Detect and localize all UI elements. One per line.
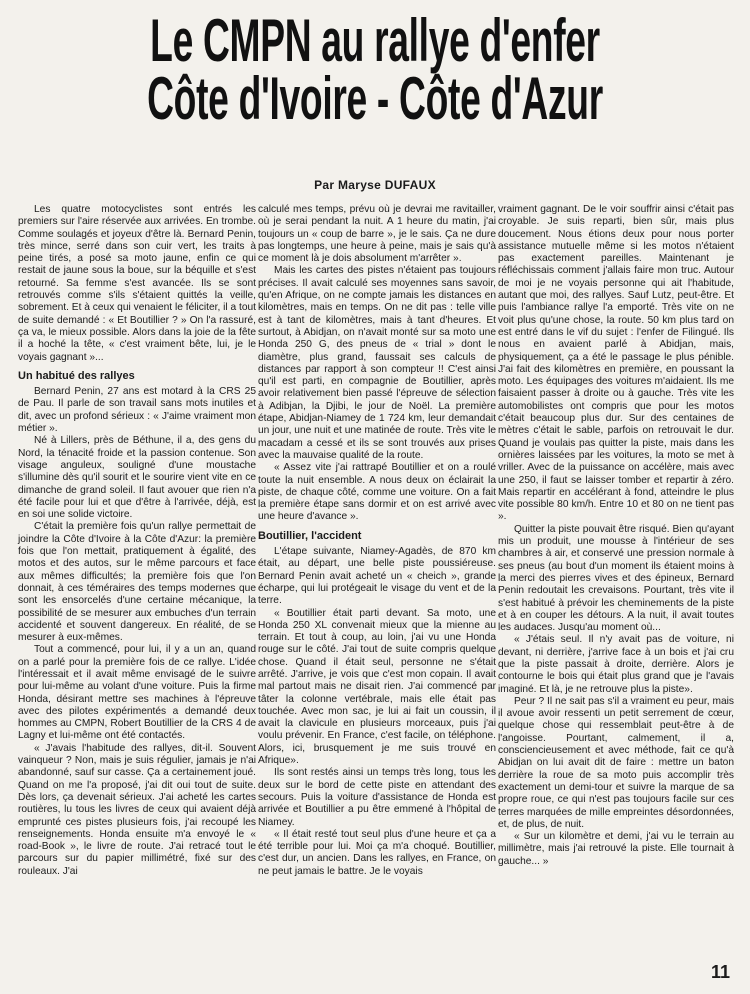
- paragraph: Les quatre motocyclistes sont entrés les premiers sur l'aire réservée aux arrivées. En trombe. Comme soulagés et joyeux d'être là. Bernard Penin, très mince, serré dans son cuir vert, les traits à peine tirés, a posé sa moto jaune, enfin ce qui restait de jaune sous la boue, sur la béquille et s'est retourné. Sa femme s'est avancée. Ils se sont retrouvés comme s'ils s'étaient quittés la veille, sobrement. Et à ceux qui venaient le féliciter, il a tout de suite demandé : « Et Boutillier ? » On l'a rassuré, ça va, le mieux possible. Alors dans la joie de la fête il a hoché la tête, « c'est vraiment bête, lui, je le voyais gagnant »...: [18, 204, 256, 363]
- paragraph: Né à Lillers, près de Béthune, il a, des gens du Nord, la ténacité froide et la passion contenue. Son visage anguleux, souligné d'une moustache s'illumine dès qu'il sourit et le sourire vient vite en ce dimanche de grand soleil. Il faut avouer que rien n'a été facile pour lui et que d'être à l'arrivée, déjà, est en soi une solide victoire.: [18, 435, 256, 521]
- column-1: [18, 204, 256, 878]
- headline-line-1: Le CMPN au rallye d'enfer: [150, 7, 600, 74]
- headline-line-2: Côte d'Ivoire - Côte d'Azur: [147, 65, 603, 132]
- paragraph: « Boutillier était parti devant. Sa moto, une Honda 250 XL convenait mieux que la mienne au terrain. Et tout à coup, au loin, j'ai vu une Honda rouge sur le côté. J'ai tout de suite compris quelque chose. Quand il était seul, personne ne s'était arrêté. J'arrive, je vois que c'est mon copain. Il avait mal partout mais ne disait rien. J'ai commencé par tâter la colonne vertébrale, mais elle était pas touchée. Avec mon sac, je lui ai fait un coussin, il avait la clavicule en plusieurs morceaux, puis j'ai voulu prévenir. En France, c'est facile, on téléphone. Alors, ici, brusquement je me suis trouvé en Afrique».: [258, 607, 496, 767]
- paragraph: Peur ? Il ne sait pas s'il a vraiment eu peur, mais il avoue avoir ressenti un petit serrement de cœur, quelque chose qui ressemblait peut-être à de l'angoisse. Pourtant, calmement, il a, consciencieusement et avec méthode, fait ce qu'à Abidjan on lui avait dit de faire : mettre un baton derrière la roue de sa moto puis accomplir très exactement un demi-tour et suivre la marque de sa propre roue, ce qui n'est pas toujours facile sur ces terres marquées de mille empreintes désordonnées, et, de plus, de nuit.: [498, 695, 734, 830]
- page-number: 11: [710, 962, 730, 982]
- subheading: Boutillier, l'accident: [258, 529, 362, 542]
- paragraph: Mais les cartes des pistes n'étaient pas toujours précises. Il avait calculé ses moyennes sans savoir, qu'en Afrique, on ne compte jamais les distances en kilomètres, mais en temps. On ne dit pas : telle ville est à tant de kilomètres, mais à tant d'heures. Et surtout, à Abidjan, on n'avait monté sur sa moto une Honda 250 G, des pneus de « trial » dont le diamètre, plus grand, faussait ses calculs de distances par rapport à son compteur !! C'est ainsi qu'il est parti, en compagnie de Boutillier, après avoir relativement bien passé l'épreuve de sélection à Adibjan, la Djibi, le jour de Noël. La première étape, Abidjan-Niamey de 1 724 km, leur demandait un jour, une nuit et une matinée de route. Très vite le macadam a cessé et ils se sont trouvés aux prises avec la mauvaise qualité de la route.: [258, 265, 496, 461]
- byline: Par Maryse DUFAUX: [314, 178, 436, 192]
- paragraph: C'était la première fois qu'un rallye permettait de joindre la Côte d'Ivoire à la Côte d'Azur: la première fois que l'on mettait, pratiquement à égalité, des motos et des autos, sur le même parcours et face aux mêmes difficultés; la première fois que l'on donnait, à ces téméraires des temps modernes que sont les ensorcelés d'une certaine mécanique, la possibilité de se mesurer aux embuches d'un terrain accidenté et souvent dangereux. En réalité, de se mesurer à eux-mêmes.: [18, 521, 256, 644]
- paragraph: Tout a commencé, pour lui, il y a un an, quand on a parlé pour la première fois de ce rallye. L'idée l'intéressait et il avait même envisagé de le suivre pour lui-même au volant d'une voiture. Puis la firme Honda, désirant mettre ses machines à l'épreuve avec des pilotes expérimentés a demandé deux hommes au CMPN, Robert Boutillier de la CRS 4 de Lagny et lui-même ont été contactés.: [18, 644, 256, 742]
- subheading: Un habitué des rallyes: [18, 369, 135, 382]
- paragraph: L'étape suivante, Niamey-Agadès, de 870 km était, au départ, une belle piste poussiéreuse. Bernard Penin avait acheté un « cheich », grande écharpe, qui lui protégeait le visage du vent et de la terre.: [258, 546, 496, 607]
- column-2: [258, 204, 496, 878]
- column-3: [498, 204, 734, 868]
- headline: [143, 7, 608, 132]
- paragraph: « Il était resté tout seul plus d'une heure et ça a été terrible pour lui. Moi ça m'a choqué. Boutillier, c'est dur, un ancien. Dans les rallyes, en France, on ne peut jamais le battre. Je le voyais: [258, 828, 496, 877]
- paragraph: « Assez vite j'ai rattrapé Boutillier et on a roulé toute la nuit ensemble. A nous deux on éclairait la piste, de chaque côté, comme une voiture. On a fait la première étape sans dormir et on est arrivé avec une heure d'avance ».: [258, 462, 496, 523]
- paragraph: vraiment gagnant. De le voir souffrir ainsi c'était pas croyable. Je suis reparti, bien sûr, mais plus doucement. Nous étions deux pour nous porter assistance mutuelle même si les motos n'étaient pas exactement pareilles. Maintenant je réfléchissais comment j'allais faire mon truc. Autour de moi je ne voyais personne qui ait l'habitude, autant que moi, des rallyes. Sauf Lutz, peut-être. Et puis l'ambiance rallye l'a emporté. Très vite on ne voit plus qu'une chose, la route. 50 km plus tard on est entré dans le vif du sujet : l'enfer de Filingué. Ils nous en avaient parlé à Abidjan, mais, physiquement, ça a été le passage le plus pénible. J'ai fait des kilomètres en première, en poussant la moto. Les équipages des voitures m'aidaient. Ils me faisaient passer à droite ou à gauche. Très vite les automobilistes ont compris que pour les motos c'était beaucoup plus dur. Sur des centaines de mètres c'était le sable, parfois on retrouvait le dur. Quand je voulais pas quitter la piste, mais dans les ornières laissées par les voitures, la moto se met à vriller. Avec de la puissance on accélère, mais avec une 250, il faut se laisser tomber et repartir à zéro. Mais repartir en accélérant à fond, atteindre le plus vite possible 80 km/h. Entre 10 et 80 on ne tient pas ».: [498, 204, 734, 523]
- paragraph: calculé mes temps, prévu où je devrai me ravitailler, où je serai pendant la nuit. A 1 heure du matin, j'ai toujours un « coup de barre », je le sais. Ça ne dure pas longtemps, une heure à peine, mais je sais qu'à ce moment là je dois absolument m'arrêter ».: [258, 204, 496, 265]
- paragraph: Ils sont restés ainsi un temps très long, tous les deux sur le bord de cette piste en attendant des secours. Puis la voiture d'assistance de Honda est arrivée et Boutillier a pu être emmené à l'hôpital de Niamey.: [258, 767, 496, 828]
- paragraph: « J'étais seul. Il n'y avait pas de voiture, ni devant, ni derrière, j'arrive face à un bois et j'ai cru que la piste passait à droite, derrière. Alors je contourne le bois qui était plus grand que je l'avais imaginé. Et là, je ne retrouve plus la piste».: [498, 634, 734, 695]
- paragraph: « J'avais l'habitude des rallyes, dit-il. Souvent vainqueur ? Non, mais je suis régulier, jamais je n'ai abandonné, sauf sur casse. Ça a certainement joué. Quand on me l'a proposé, j'ai dit oui tout de suite. Dès lors, ça devenait sérieux. J'ai acheté les cartes routières, lu tous les livres de ceux qui avaient déjà emprunté ces pistes plusieurs fois, j'ai recoupé les renseignements. Honda ensuite m'a envoyé le « road-Book », le livre de route. J'ai retracé tout le parcours sur du papier millimétré, fixé sur des rouleaux. J'ai: [18, 742, 256, 877]
- paragraph: Quitter la piste pouvait être risqué. Bien qu'ayant mis un produit, une mousse à l'intérieur de ses chambres à air, et conservé une pression normale à ses pneus (au bout d'un moment ils étaient moins à la merci des pierres vives et des épineux, Bernard Penin redoutait les crevaisons. Pourtant, très vite il s'est habitué à prévoir les cheminements de la piste et à en couper les détours. A la nuit, il avait toutes les audaces. Jusqu'au moment où...: [498, 523, 734, 634]
- paragraph: « Sur un kilomètre et demi, j'ai vu le terrain au millimètre, mais j'ai retrouvé la piste. Elle tournait à gauche... »: [498, 831, 734, 867]
- paragraph: Bernard Penin, 27 ans est motard à la CRS 25 de Pau. Il parle de son travail sans mots inutiles et dit, avec un profond sérieux : « J'aime vraiment mon métier ».: [18, 386, 256, 435]
